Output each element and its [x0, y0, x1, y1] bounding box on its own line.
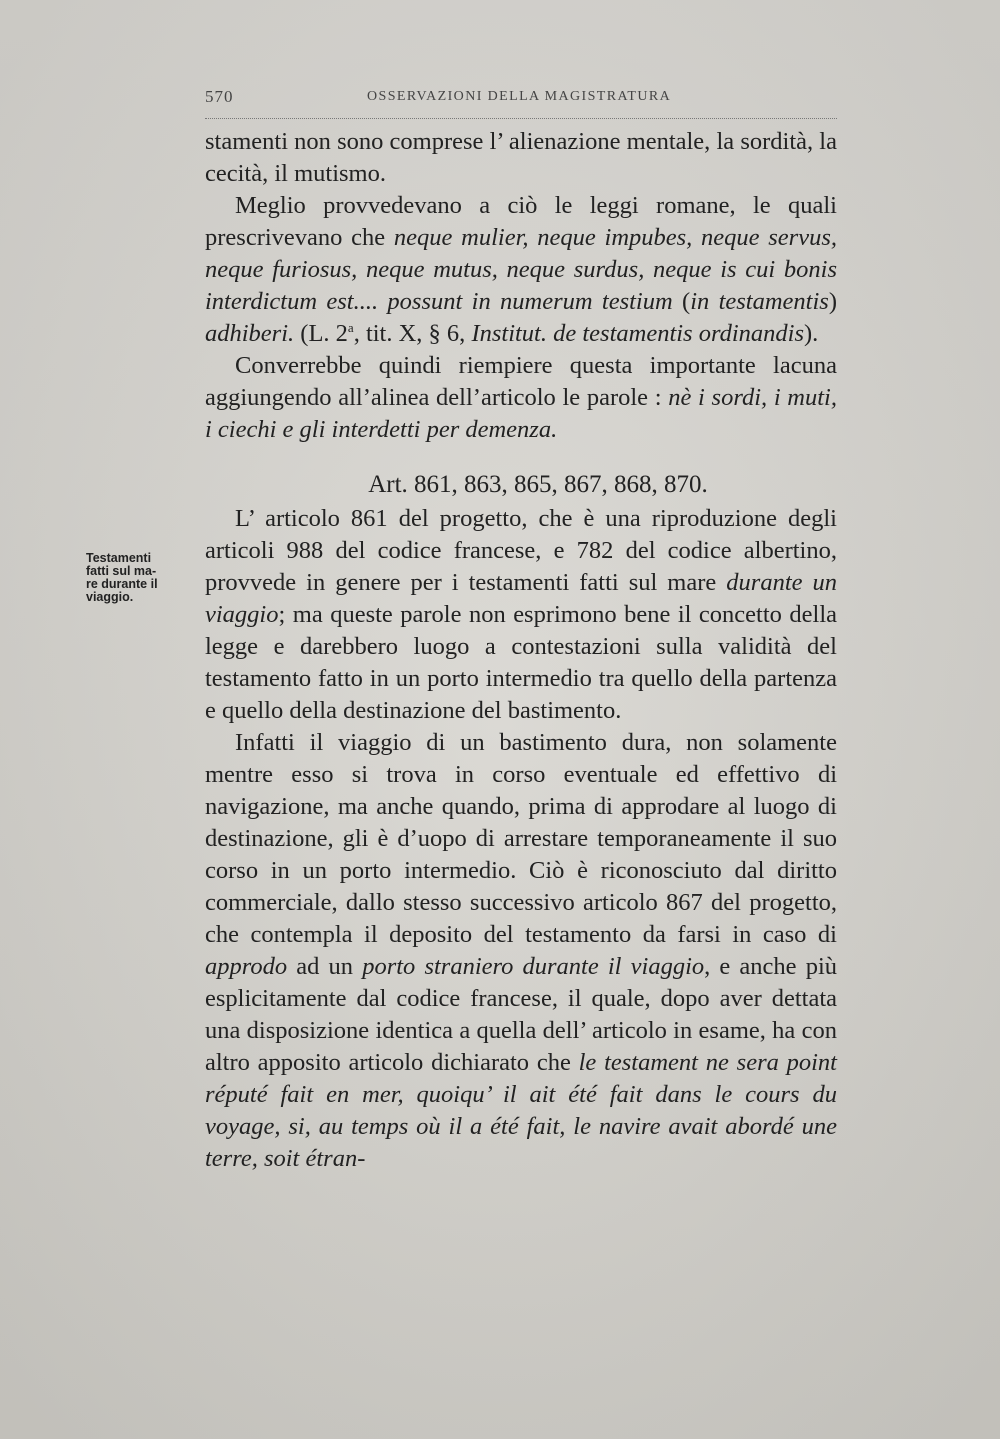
proposed-words: nè i sordi, i muti, i ciechi e gli interdetti per demenza. — [205, 384, 837, 443]
citation-title: Institut. de testamentis ordinandis — [471, 320, 804, 347]
text-run: ( — [672, 288, 691, 315]
italic-phrase: durante un viaggio — [205, 569, 837, 628]
text-run: Meglio provvedevano a ciò le leggi romane, le quali prescrivevano che — [205, 192, 837, 251]
text-run: (L. 2 — [294, 320, 348, 347]
latin-quote: neque mulier, neque impubes, neque servus, neque furiosus, neque mutus, neque surdus, neque is cui bonis interdictum est.... possunt in numerum testium — [205, 224, 838, 315]
margin-note — [86, 552, 198, 604]
page-number: 570 — [205, 87, 234, 106]
margin-note-line: viaggio. — [86, 590, 134, 604]
body-text — [205, 126, 837, 1175]
margin-note-line: fatti sul ma- — [86, 564, 157, 578]
text-run: ). — [804, 320, 819, 347]
text-run: ; ma queste parole non esprimono bene il concetto della legge e darebbero luogo a contestazioni sulla validità del testamento fatto in un porto intermedio tra quello della partenza e quello della destinazione del bastimento. — [205, 601, 837, 724]
italic-phrase: approdo — [205, 953, 288, 980]
text-run: , tit. X, § 6, — [353, 320, 472, 347]
latin-quote: in testamentis — [690, 288, 829, 315]
text-run: Infatti il viaggio di un bastimento dura, non solamente mentre esso si trova in corso eventuale ed effettivo di navigazione, ma anche quando, prima di approdare al luogo di destinazione, gli è d’uopo di arrestare temporaneamente il suo corso in un porto intermedio. Ciò è riconosciuto dal diritto commerciale, dallo stesso successivo articolo 867 del progetto, che contempla il deposito del testamento da farsi in caso di — [205, 729, 837, 948]
paragraph-proposal — [205, 350, 837, 446]
header-rule — [205, 118, 837, 119]
superscript: a — [347, 319, 354, 335]
page-header — [205, 87, 837, 117]
running-title: OSSERVAZIONI DELLA MAGISTRATURA — [367, 89, 672, 104]
text-run: ad un — [287, 953, 363, 980]
text-run: , e anche più esplicitamente dal codice francese, il quale, dopo aver dettata una disposizione identica a quella dell’ articolo in esame, ha con altro apposito articolo dichiarato che — [205, 953, 838, 1076]
italic-phrase: porto straniero durante il viaggio — [362, 953, 705, 980]
text-run: ) — [828, 288, 837, 315]
french-quote: le testament ne sera point réputé fait en mer, quoiqu’ il ait été fait dans le cours du voyage, si, au temps où il a été fait, le navire avait abordé une terre, soit étran- — [205, 1049, 837, 1172]
margin-note-line: re durante il — [86, 577, 158, 591]
paragraph-text: stamenti non sono comprese l’ alienazione mentale, la sordità, la cecità, il mutismo. — [205, 128, 837, 187]
text-run: L’ articolo 861 del progetto, che è una riproduzione degli articoli 988 del codice francese, e 782 del codice albertino, provvede in genere per i testamenti fatti sul mare — [205, 505, 837, 596]
paragraph-article-861 — [205, 503, 837, 727]
article-heading: Art. 861, 863, 865, 867, 868, 870. — [368, 471, 708, 498]
margin-note-line: Testamenti — [86, 551, 152, 565]
paragraph-roman-laws — [205, 190, 837, 350]
latin-quote: adhiberi. — [205, 320, 295, 347]
paragraph-voyage — [205, 727, 837, 1175]
paragraph-continuation — [205, 126, 837, 190]
text-run: Converrebbe quindi riempiere questa importante lacuna aggiungendo all’alinea dell’articolo le parole : — [205, 352, 837, 411]
